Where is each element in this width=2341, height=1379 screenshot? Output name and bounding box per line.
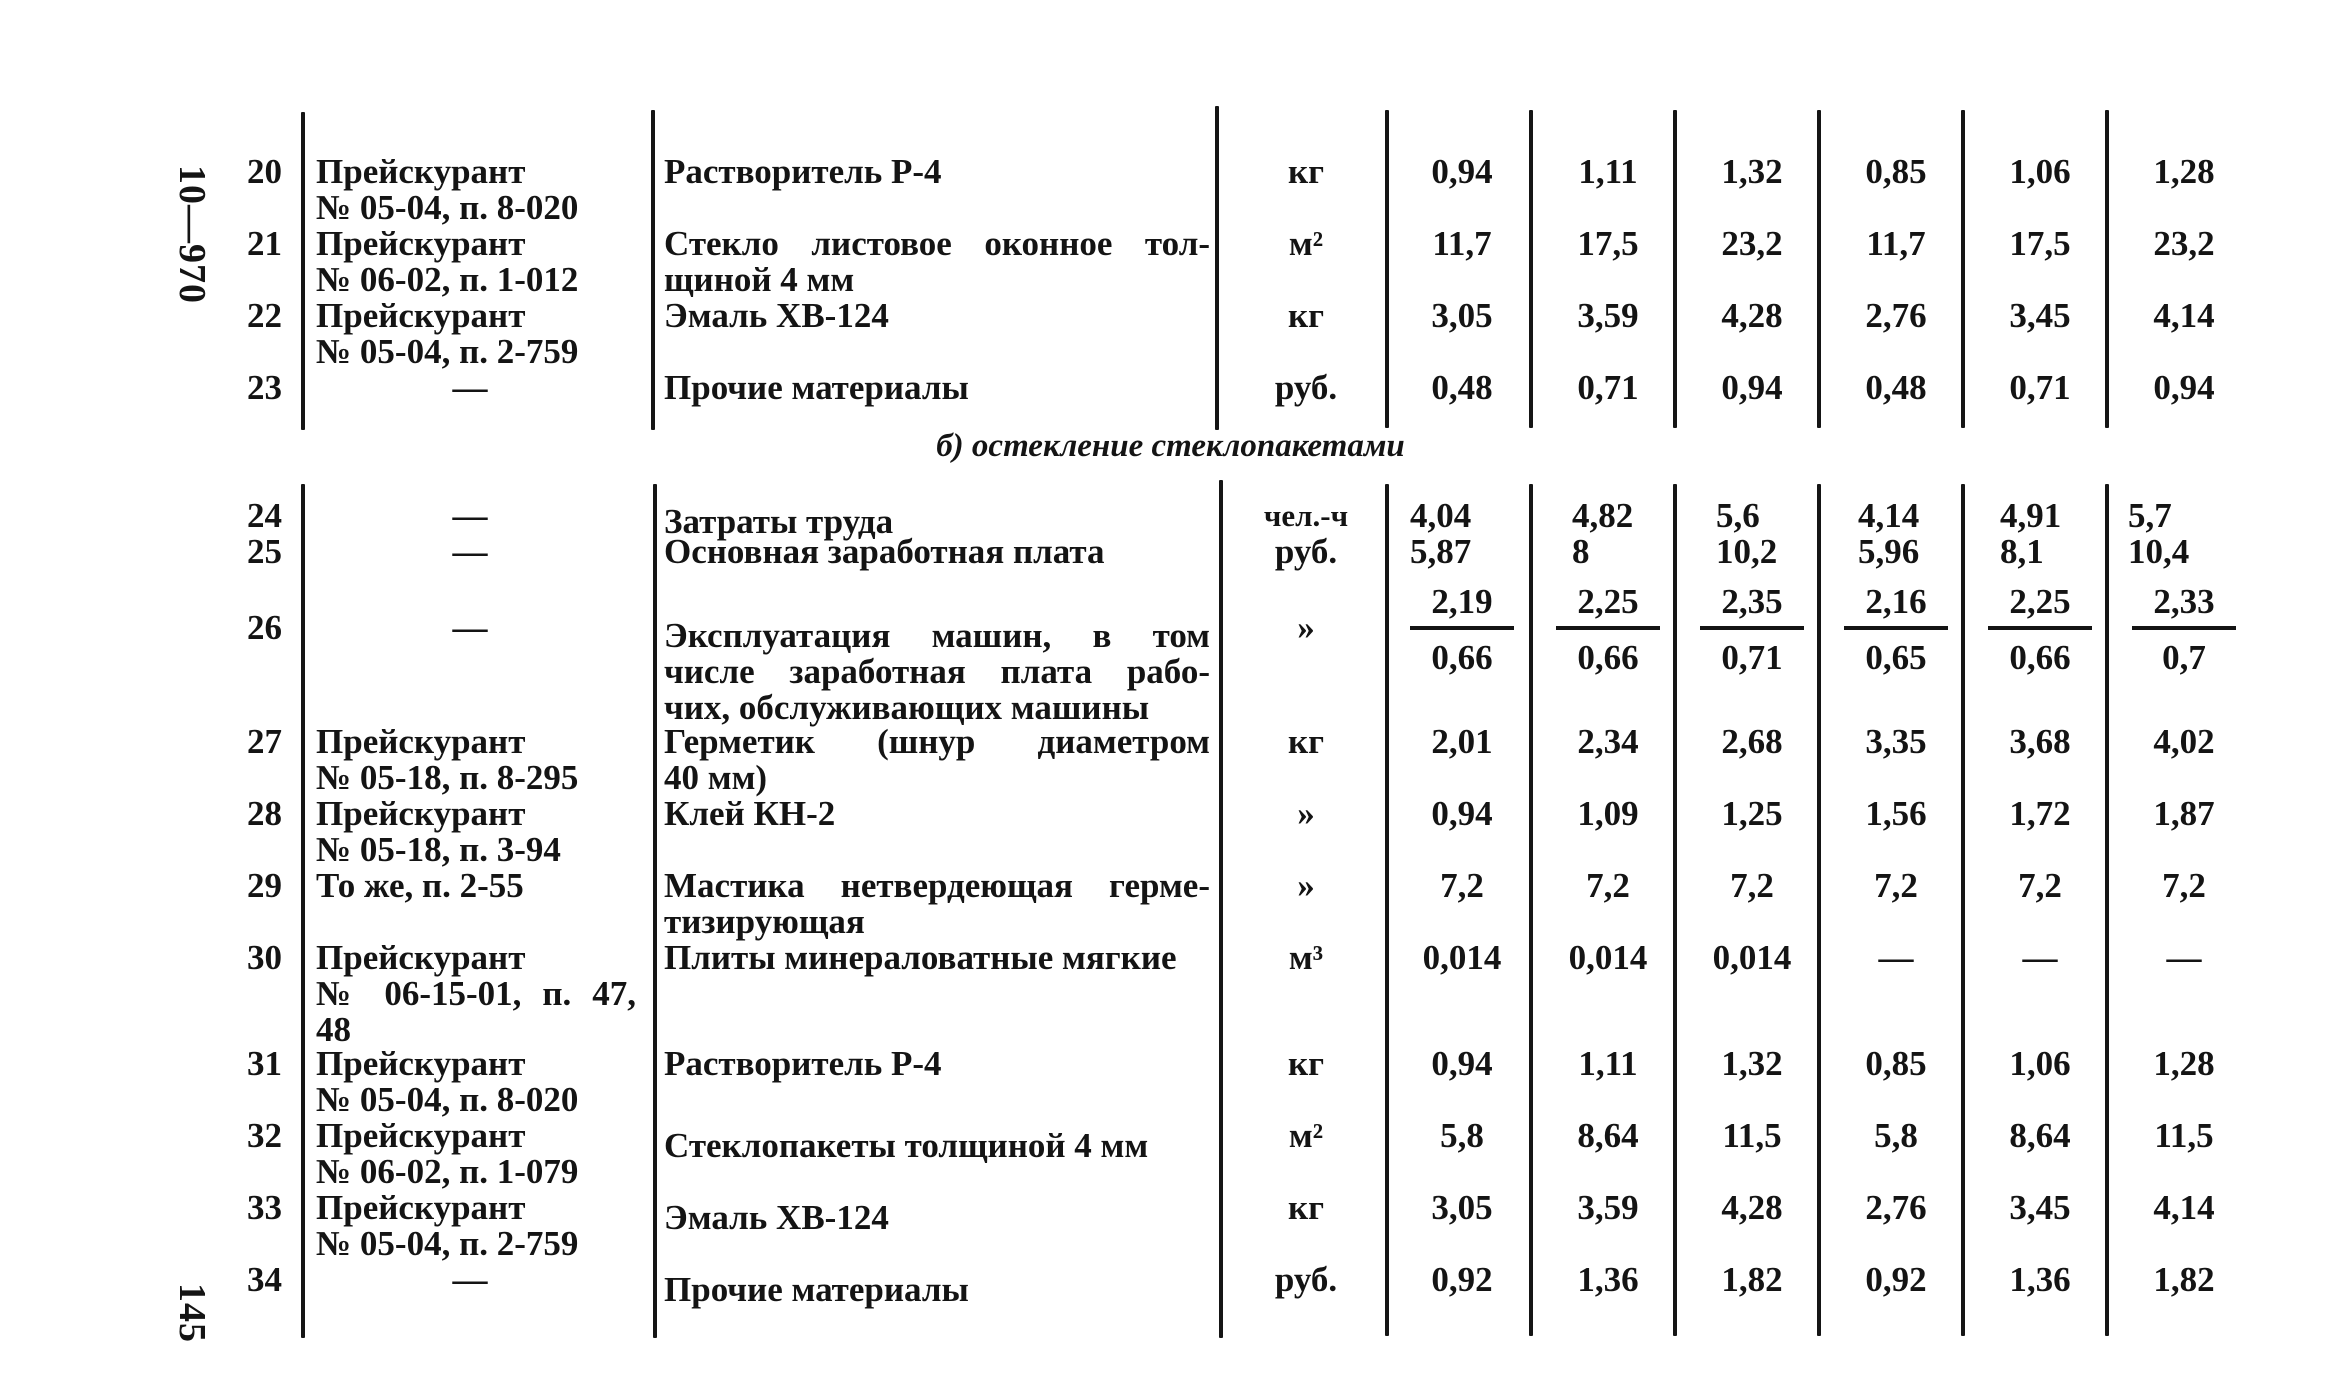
name-line: Герметик (шнур диаметром bbox=[664, 722, 1210, 761]
fraction-denominator: 0,66 bbox=[1577, 638, 1639, 677]
source-line: № 05-04, п. 2-759 bbox=[316, 332, 579, 371]
row-number: 30 bbox=[247, 938, 282, 977]
value-cell: 4,14 bbox=[1858, 496, 1920, 535]
name-line: Прочие материалы bbox=[664, 368, 969, 407]
name-cell bbox=[664, 868, 1210, 940]
source-cell bbox=[316, 1118, 578, 1190]
source-cell: — bbox=[452, 1260, 488, 1299]
name-cell bbox=[664, 298, 1210, 334]
value-cell: 0,94 bbox=[2153, 368, 2215, 407]
source-line: Прейскурант bbox=[316, 1116, 526, 1155]
value-cell: 23,2 bbox=[1721, 224, 1783, 263]
rule bbox=[1215, 106, 1219, 430]
value-cell: 7,2 bbox=[1730, 866, 1774, 905]
name-line: Плиты минераловатные мягкие bbox=[664, 938, 1177, 977]
value-cell: 4,14 bbox=[2153, 1188, 2215, 1227]
source-line: Прейскурант bbox=[316, 224, 526, 263]
name-line: Основная заработная плата bbox=[664, 532, 1105, 571]
name-cell bbox=[664, 1046, 1210, 1082]
source-line: № 05-04, п. 8-020 bbox=[316, 188, 579, 227]
name-line: Стеклопакеты толщиной 4 мм bbox=[664, 1126, 1149, 1165]
fraction-denominator: 0,7 bbox=[2162, 638, 2206, 677]
source-line: № 06-02, п. 1-012 bbox=[316, 260, 579, 299]
value-cell: 7,2 bbox=[1874, 866, 1918, 905]
value-cell: 1,82 bbox=[2153, 1260, 2215, 1299]
value-cell: 0,94 bbox=[1431, 152, 1493, 191]
value-cell: 3,05 bbox=[1431, 1188, 1493, 1227]
source-line: № 05-04, п. 2-759 bbox=[316, 1224, 579, 1263]
unit-cell: чел.-ч bbox=[1263, 498, 1349, 533]
value-cell: 17,5 bbox=[1577, 224, 1639, 263]
fraction-cell bbox=[1682, 584, 1822, 676]
value-cell: 1,06 bbox=[2009, 1044, 2071, 1083]
name-cell bbox=[664, 226, 1210, 298]
source-cell bbox=[316, 298, 578, 370]
value-cell: 5,7 bbox=[2128, 496, 2172, 535]
value-cell: 1,06 bbox=[2009, 152, 2071, 191]
value-cell: 1,56 bbox=[1865, 794, 1927, 833]
value-cell: 0,014 bbox=[1568, 938, 1648, 977]
value-cell: 1,32 bbox=[1721, 1044, 1783, 1083]
value-cell: 1,28 bbox=[2153, 152, 2215, 191]
name-cell bbox=[664, 618, 1210, 726]
value-cell: 3,59 bbox=[1577, 1188, 1639, 1227]
source-cell bbox=[316, 154, 578, 226]
source-line: № 05-18, п. 8-295 bbox=[316, 758, 579, 797]
row-number: 24 bbox=[247, 496, 282, 535]
row-number: 29 bbox=[247, 866, 282, 905]
unit-cell: кг bbox=[1287, 722, 1325, 761]
value-cell: 1,11 bbox=[1578, 152, 1638, 191]
fraction-cell bbox=[2114, 584, 2254, 676]
fraction-numerator: 2,19 bbox=[1410, 584, 1514, 630]
section-caption: б) остекление стеклопакетами bbox=[936, 428, 1405, 464]
value-cell: 11,7 bbox=[1866, 224, 1926, 263]
value-cell: 0,014 bbox=[1422, 938, 1502, 977]
rule bbox=[301, 112, 305, 430]
source-cell: — bbox=[452, 368, 488, 407]
name-line: Мастика нетвердеющая герме- bbox=[664, 866, 1210, 905]
value-cell: 10,4 bbox=[2128, 532, 2190, 571]
name-cell bbox=[664, 154, 1210, 190]
value-cell: 0,014 bbox=[1712, 938, 1792, 977]
row-number: 26 bbox=[247, 608, 282, 647]
name-line: Эмаль ХВ-124 bbox=[664, 296, 889, 335]
name-line: Затраты труда bbox=[664, 502, 894, 541]
source-cell: — bbox=[452, 532, 488, 571]
value-cell: 2,76 bbox=[1865, 1188, 1927, 1227]
value-cell: 4,28 bbox=[1721, 296, 1783, 335]
side-code: 10—970 bbox=[171, 165, 213, 304]
fraction-cell bbox=[1538, 584, 1678, 676]
source-line: № 05-04, п. 8-020 bbox=[316, 1080, 579, 1119]
source-cell bbox=[316, 796, 561, 868]
value-cell: 2,68 bbox=[1721, 722, 1783, 761]
value-cell: 8 bbox=[1572, 532, 1590, 571]
fraction-cell bbox=[1970, 584, 2110, 676]
name-cell bbox=[664, 940, 1210, 976]
source-line: № 06-02, п. 1-079 bbox=[316, 1152, 579, 1191]
name-cell bbox=[664, 534, 1210, 570]
value-cell: 4,02 bbox=[2153, 722, 2215, 761]
value-cell: 1,36 bbox=[2009, 1260, 2071, 1299]
row-number: 21 bbox=[247, 224, 282, 263]
value-cell: 0,94 bbox=[1431, 794, 1493, 833]
source-line: № 05-18, п. 3-94 bbox=[316, 830, 561, 869]
value-cell: 3,45 bbox=[2009, 296, 2071, 335]
source-cell bbox=[316, 1046, 578, 1118]
value-cell: 3,35 bbox=[1865, 722, 1927, 761]
value-cell: 1,11 bbox=[1578, 1044, 1638, 1083]
value-cell: 1,09 bbox=[1577, 794, 1639, 833]
name-line: тизирующая bbox=[664, 902, 865, 941]
unit-cell: » bbox=[1297, 794, 1315, 833]
name-line: числе заработная плата рабо- bbox=[664, 652, 1210, 691]
value-cell: 11,5 bbox=[2154, 1116, 2214, 1155]
source-cell: То же, п. 2-55 bbox=[316, 866, 524, 905]
value-cell: 2,76 bbox=[1865, 296, 1927, 335]
fraction-denominator: 0,66 bbox=[2009, 638, 2071, 677]
unit-cell: руб. bbox=[1274, 1260, 1338, 1299]
unit-cell: кг bbox=[1287, 296, 1325, 335]
value-cell: 2,01 bbox=[1431, 722, 1493, 761]
source-line: 48 bbox=[316, 1010, 351, 1049]
value-cell: 8,1 bbox=[2000, 532, 2044, 571]
value-cell: 8,64 bbox=[2009, 1116, 2071, 1155]
value-cell: 5,8 bbox=[1874, 1116, 1918, 1155]
value-cell: 8,64 bbox=[1577, 1116, 1639, 1155]
name-line: Прочие материалы bbox=[664, 1270, 969, 1309]
value-cell: 3,45 bbox=[2009, 1188, 2071, 1227]
value-cell: 1,72 bbox=[2009, 794, 2071, 833]
value-cell: 11,7 bbox=[1432, 224, 1492, 263]
value-cell: 1,28 bbox=[2153, 1044, 2215, 1083]
value-cell: 11,5 bbox=[1722, 1116, 1782, 1155]
value-cell: 0,94 bbox=[1721, 368, 1783, 407]
value-cell: 2,34 bbox=[1577, 722, 1639, 761]
source-cell: — bbox=[452, 496, 488, 535]
value-cell: 0,92 bbox=[1431, 1260, 1493, 1299]
value-cell: 0,85 bbox=[1865, 1044, 1927, 1083]
source-line: Прейскурант bbox=[316, 938, 526, 977]
value-cell: 0,94 bbox=[1431, 1044, 1493, 1083]
name-cell bbox=[664, 1272, 1210, 1308]
name-cell bbox=[664, 796, 1210, 832]
value-cell: — bbox=[1878, 938, 1914, 977]
value-cell: — bbox=[2022, 938, 2058, 977]
unit-cell: м² bbox=[1288, 224, 1324, 263]
value-cell: 3,59 bbox=[1577, 296, 1639, 335]
source-line: Прейскурант bbox=[316, 296, 526, 335]
unit-cell: кг bbox=[1287, 1188, 1325, 1227]
value-cell: 3,05 bbox=[1431, 296, 1493, 335]
value-cell: 3,68 bbox=[2009, 722, 2071, 761]
value-cell: 1,87 bbox=[2153, 794, 2215, 833]
value-cell: 5,8 bbox=[1440, 1116, 1484, 1155]
value-cell: 0,92 bbox=[1865, 1260, 1927, 1299]
name-cell bbox=[664, 724, 1210, 796]
source-cell bbox=[316, 724, 578, 796]
source-cell bbox=[316, 1190, 578, 1262]
name-line: Стекло листовое оконное тол- bbox=[664, 224, 1210, 263]
value-cell: 5,6 bbox=[1716, 496, 1760, 535]
source-cell: — bbox=[452, 608, 488, 647]
fraction-numerator: 2,25 bbox=[1988, 584, 2092, 630]
fraction-cell bbox=[1392, 584, 1532, 676]
fraction-denominator: 0,71 bbox=[1721, 638, 1783, 677]
row-number: 25 bbox=[247, 532, 282, 571]
value-cell: 23,2 bbox=[2153, 224, 2215, 263]
source-cell bbox=[316, 226, 578, 298]
value-cell: 0,85 bbox=[1865, 152, 1927, 191]
source-line: Прейскурант bbox=[316, 1044, 526, 1083]
value-cell: 4,91 bbox=[2000, 496, 2062, 535]
value-cell: 0,71 bbox=[1577, 368, 1639, 407]
unit-cell: руб. bbox=[1274, 368, 1338, 407]
source-cell bbox=[316, 940, 636, 1048]
value-cell: 5,87 bbox=[1410, 532, 1472, 571]
source-line: Прейскурант bbox=[316, 722, 526, 761]
value-cell: 5,96 bbox=[1858, 532, 1920, 571]
value-cell: 1,82 bbox=[1721, 1260, 1783, 1299]
value-cell: 1,36 bbox=[1577, 1260, 1639, 1299]
name-line: Эмаль ХВ-124 bbox=[664, 1198, 889, 1237]
rule bbox=[651, 110, 655, 430]
value-cell: 0,71 bbox=[2009, 368, 2071, 407]
source-line: Прейскурант bbox=[316, 152, 526, 191]
unit-cell: руб. bbox=[1274, 532, 1338, 571]
rule bbox=[1219, 480, 1223, 1338]
value-cell: 4,04 bbox=[1410, 496, 1472, 535]
value-cell: 0,48 bbox=[1431, 368, 1493, 407]
name-line: Растворитель Р-4 bbox=[664, 1044, 942, 1083]
unit-cell: кг bbox=[1287, 152, 1325, 191]
page-number: 145 bbox=[171, 1283, 213, 1343]
unit-cell: » bbox=[1297, 866, 1315, 905]
row-number: 32 bbox=[247, 1116, 282, 1155]
row-number: 33 bbox=[247, 1188, 282, 1227]
value-cell: 7,2 bbox=[2018, 866, 2062, 905]
source-line: Прейскурант bbox=[316, 1188, 526, 1227]
unit-cell: » bbox=[1297, 608, 1315, 647]
value-cell: 4,28 bbox=[1721, 1188, 1783, 1227]
name-cell bbox=[664, 1200, 1210, 1236]
fraction-denominator: 0,65 bbox=[1865, 638, 1927, 677]
value-cell: 0,48 bbox=[1865, 368, 1927, 407]
value-cell: 4,82 bbox=[1572, 496, 1634, 535]
unit-cell: кг bbox=[1287, 1044, 1325, 1083]
name-line: чих, обслуживающих машины bbox=[664, 688, 1150, 727]
fraction-numerator: 2,33 bbox=[2132, 584, 2236, 630]
row-number: 31 bbox=[247, 1044, 282, 1083]
name-line: щиной 4 мм bbox=[664, 260, 855, 299]
value-cell: 7,2 bbox=[1586, 866, 1630, 905]
value-cell: 7,2 bbox=[1440, 866, 1484, 905]
value-cell: 7,2 bbox=[2162, 866, 2206, 905]
fraction-numerator: 2,25 bbox=[1556, 584, 1660, 630]
row-number: 22 bbox=[247, 296, 282, 335]
value-cell: 4,14 bbox=[2153, 296, 2215, 335]
name-line: 40 мм) bbox=[664, 758, 768, 797]
value-cell: 17,5 bbox=[2009, 224, 2071, 263]
row-number: 28 bbox=[247, 794, 282, 833]
fraction-denominator: 0,66 bbox=[1431, 638, 1493, 677]
rule bbox=[653, 484, 657, 1338]
name-line: Клей КН-2 bbox=[664, 794, 836, 833]
name-cell bbox=[664, 1128, 1210, 1164]
rule bbox=[301, 484, 305, 1338]
value-cell: 1,25 bbox=[1721, 794, 1783, 833]
row-number: 34 bbox=[247, 1260, 282, 1299]
value-cell: — bbox=[2166, 938, 2202, 977]
fraction-numerator: 2,35 bbox=[1700, 584, 1804, 630]
name-line: Эксплуатация машин, в том bbox=[664, 616, 1210, 655]
unit-cell: м² bbox=[1288, 1116, 1324, 1155]
value-cell: 10,2 bbox=[1716, 532, 1778, 571]
value-cell: 1,32 bbox=[1721, 152, 1783, 191]
row-number: 20 bbox=[247, 152, 282, 191]
name-line: Растворитель Р-4 bbox=[664, 152, 942, 191]
row-number: 27 bbox=[247, 722, 282, 761]
source-line: № 06-15-01, п. 47, bbox=[316, 974, 636, 1013]
name-cell bbox=[664, 370, 1210, 406]
source-line: Прейскурант bbox=[316, 794, 526, 833]
row-number: 23 bbox=[247, 368, 282, 407]
unit-cell: м³ bbox=[1288, 938, 1324, 977]
fraction-cell bbox=[1826, 584, 1966, 676]
fraction-numerator: 2,16 bbox=[1844, 584, 1948, 630]
